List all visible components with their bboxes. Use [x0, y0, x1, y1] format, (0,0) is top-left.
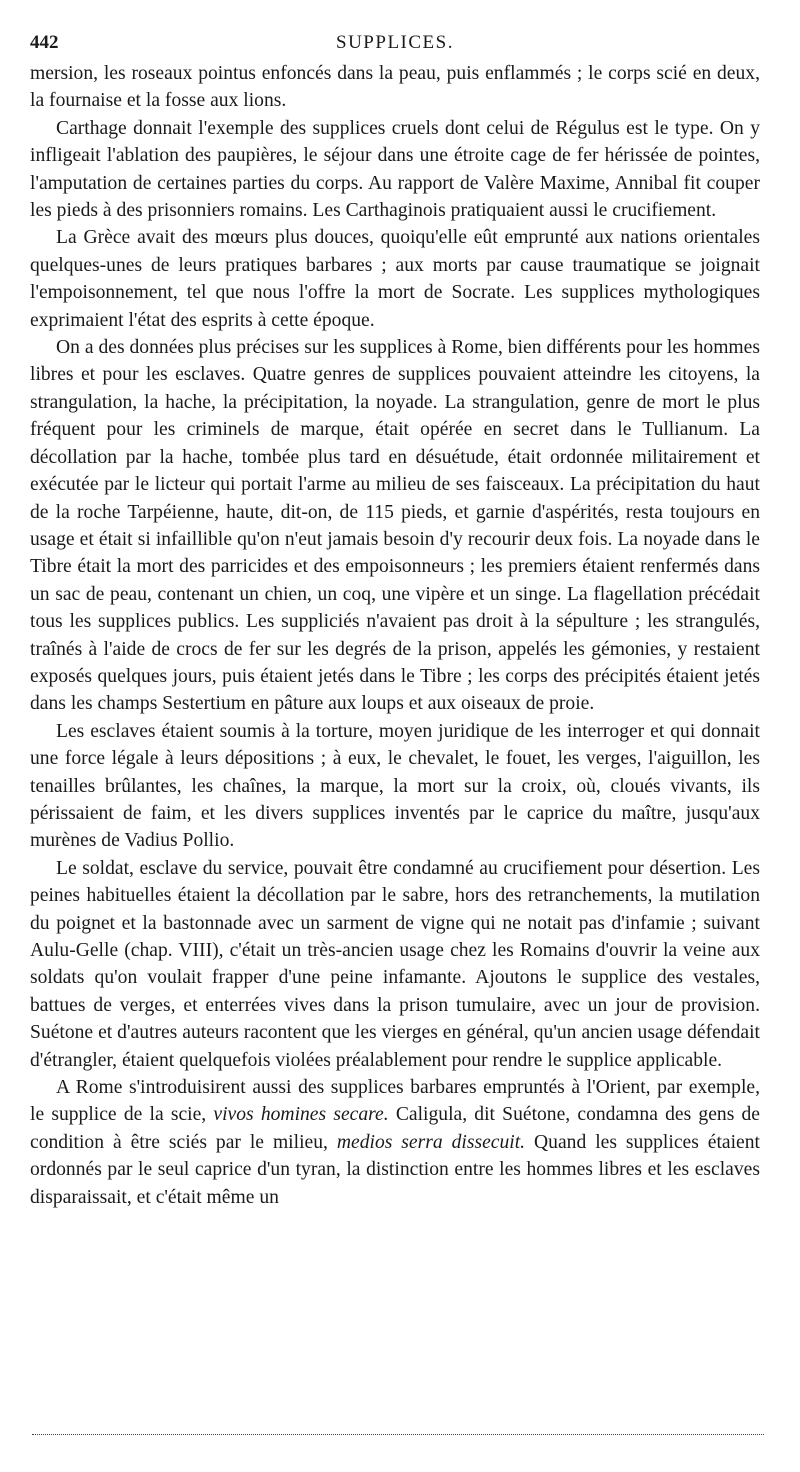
paragraph-text: A Rome s'introduisirent aussi des supplices barbares empruntés à l'Orient, par exemple, le supplice de la scie, [30, 1077, 760, 1126]
page-number: 442 [30, 32, 59, 53]
paragraph-text: Quand les supplices étaient ordonnés par le seul caprice d'un tyran, la distinction entre les hommes libres et les esclaves disparaissait, et c'était même un [30, 1131, 760, 1208]
body-text [30, 60, 760, 1211]
paragraph-text: Caligula, dit Suétone, condamna des gens de condition à être sciés par le milieu, [30, 1104, 760, 1153]
paragraph: Carthage donnait l'exemple des supplices cruels dont celui de Régulus est le type. On y infligeait l'ablation des paupières, le séjour dans une étroite cage de fer hérissée de pointes, l'amputation de certaines parties du corps. Au rapport de Valère Maxime, Annibal fit couper les pieds à des prisonniers romains. Les Carthaginois pratiquaient aussi le crucifiement. [30, 117, 760, 222]
paragraph: La Grèce avait des mœurs plus douces, quoiqu'elle eût emprunté aux nations orientales quelques-unes de leurs pratiques barbares ; aux morts par cause traumatique se joignait l'empoisonnement, tel que nous l'offre la mort de Socrate. Les supplices mythologiques exprimaient l'état des esprits à cette époque. [30, 227, 760, 331]
footer-rule [32, 1434, 764, 1435]
running-title: SUPPLICES. [336, 32, 454, 53]
paragraph: Les esclaves étaient soumis à la torture, moyen juridique de les interroger et qui donnait une force légale à leurs dépositions ; à eux, le chevalet, le fouet, les verges, l'aiguillon, les tenailles brûlantes, les chaînes, la marque, la mort sur la croix, où, cloués vivants, ils périssaient de faim, et les divers supplices inventés par le caprice du maître, jusqu'aux murènes de Vadius Pollio. [30, 720, 760, 852]
latin-quote: medios serra dissecuit. [336, 1131, 526, 1153]
last-paragraph [30, 1074, 760, 1211]
paragraph: On a des données plus précises sur les supplices à Rome, bien différents pour les hommes libres et pour les esclaves. Quatre genres de supplices pouvaient atteindre les citoyens, la strangulation, la hache, la précipitation, la noyade. La strangulation, genre de mort le plus fréquent pour les criminels de marque, était opérée en secret dans le Tullianum. La décollation par la hache, tombée plus tard en désuétude, était ordonnée militairement et exécutée par le licteur qui portait l'arme au milieu de ses faisceaux. La précipitation du haut de la roche Tarpéienne, haute, dit-on, de 115 pieds, et garnie d'aspérités, resta toujours en usage et était si infaillible qu'on n'eut jamais besoin d'y recourir deux fois. La noyade dans le Tibre était la mort des parricides et des empoisonneurs ; les premiers étaient renfermés dans un sac de peau, contenant un chien, un coq, une vipère et un singe. La flagellation précédait tous les supplices publics. Les suppliciés n'avaient pas droit à la sépulture ; les strangulés, traînés à l'aide de crocs de fer sur les degrés de la prison, appelés les gémonies, y restaient exposés quelques jours, puis étaient jetés dans le Tibre ; les corps des précipités étaient jetés dans les champs Sestertium en pâture aux loups et aux oiseaux de proie. [30, 337, 760, 715]
book-page [30, 26, 760, 1211]
latin-quote: vivos homines secare. [213, 1104, 389, 1126]
paragraph: Le soldat, esclave du service, pouvait être condamné au crucifiement pour désertion. Les peines habituelles étaient la décollation par le sabre, hors des retranchements, la mutilation du poignet et la bastonnade avec un sarment de vigne qui ne notait pas d'infamie ; suivant Aulu-Gelle (chap. VIII), c'était un très-ancien usage chez les Romains d'ouvrir la veine aux soldats qu'on voulait frapper d'une peine infamante. Ajoutons le supplice des vestales, battues de verges, et enterrées vives dans la prison tumulaire, avec un jour de provision. Suétone et d'autres auteurs racontent que les vierges en général, qu'un ancien usage défendait d'étrangler, étaient quelquefois violées préalablement pour rendre le supplice applicable. [30, 857, 760, 1071]
page-header [30, 26, 760, 60]
paragraph: mersion, les roseaux pointus enfoncés dans la peau, puis enflammés ; le corps scié en deux, la fournaise et la fosse aux lions. [30, 63, 760, 112]
